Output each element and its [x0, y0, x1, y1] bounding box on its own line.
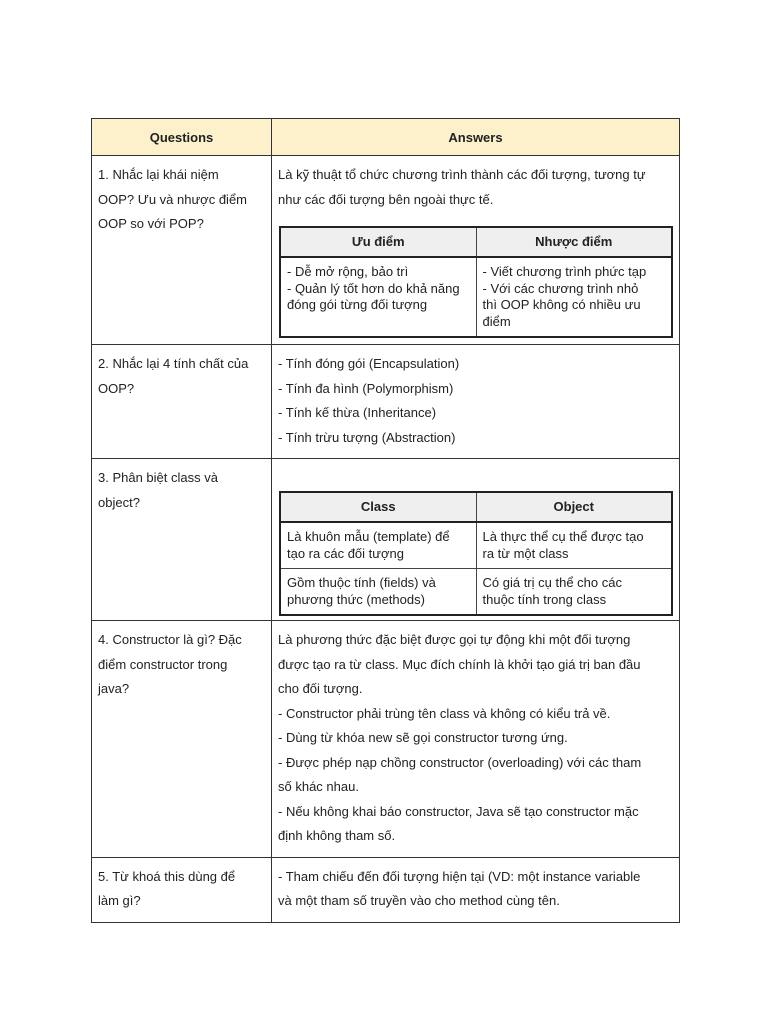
answer-line: - Tính đa hình (Polymorphism): [278, 380, 454, 396]
class-line: Gồm thuộc tính (fields) và: [287, 575, 436, 590]
pros-cell: [280, 257, 476, 337]
object-line: thuộc tính trong class: [482, 591, 607, 607]
answer-line: - Tham chiếu đến đối tượng hiện tại (VD: một instance variable: [278, 868, 641, 884]
table-row: [92, 857, 680, 922]
table-row: [92, 156, 680, 345]
pros-line: đóng gói từng đối tượng: [287, 297, 428, 312]
question-cell: [92, 459, 272, 621]
class-line: tạo ra các đối tượng: [287, 545, 404, 561]
class-object-table: [279, 491, 673, 616]
answer-line: - Được phép nạp chồng constructor (overloading) với các tham: [278, 754, 642, 770]
table-row: [92, 621, 680, 858]
question-line: 3. Phân biệt class và: [98, 470, 218, 485]
class-line: Là khuôn mẫu (template) để: [287, 529, 450, 544]
answer-line: định không tham số.: [278, 828, 396, 843]
answer-cell: [272, 857, 680, 922]
question-line: OOP?: [98, 380, 135, 396]
object-cell: [476, 569, 672, 616]
answer-line: - Dùng từ khóa new sẽ gọi constructor tương ứng.: [278, 730, 568, 745]
answer-line: - Tính kế thừa (Inheritance): [278, 405, 437, 420]
pros-cons-table: [279, 226, 673, 338]
question-line: 5. Từ khoá this dùng để: [98, 868, 236, 884]
class-line: phương thức (methods): [287, 591, 425, 607]
answer-line: số khác nhau.: [278, 779, 359, 794]
answer-line: được tạo ra từ class. Mục đích chính là khởi tạo giá trị ban đầu: [278, 656, 641, 672]
question-cell: [92, 621, 272, 858]
pros-line: - Dễ mở rộng, bảo trì: [287, 264, 409, 279]
class-header: Class: [280, 492, 476, 522]
question-line: làm gì?: [98, 893, 141, 908]
cons-line: thì OOP không có nhiều ưu: [482, 297, 641, 312]
answer-line: - Tính đóng gói (Encapsulation): [278, 356, 460, 371]
object-header: Object: [476, 492, 672, 522]
answer-cell: [272, 621, 680, 858]
cons-line: - Viết chương trình phức tạp: [482, 264, 647, 279]
question-line: điểm constructor trong: [98, 656, 228, 672]
question-line: java?: [98, 681, 130, 696]
question-line: object?: [98, 494, 140, 510]
answer-line: cho đối tượng.: [278, 681, 363, 696]
answer-cell: [272, 345, 680, 459]
question-line: OOP? Ưu và nhược điểm: [98, 191, 247, 207]
answer-line: như các đối tượng bên ngoài thực tế.: [278, 191, 494, 207]
header-row: [92, 119, 680, 156]
answer-line: - Constructor phải trùng tên class và không có kiểu trả về.: [278, 705, 611, 721]
answer-line: Là phương thức đặc biệt được gọi tự động khi một đối tượng: [278, 632, 631, 647]
object-line: Là thực thể cụ thể được tạo: [482, 529, 644, 544]
question-line: 4. Constructor là gì? Đặc: [98, 632, 242, 647]
cons-line: điểm: [482, 313, 511, 329]
table-row: [92, 459, 680, 621]
pros-header: Ưu điểm: [280, 227, 476, 257]
answer-line: Là kỹ thuật tổ chức chương trình thành các đối tượng, tương tự: [278, 167, 646, 182]
answer-cell: [272, 459, 680, 621]
class-cell: [280, 569, 476, 616]
cons-line: - Với các chương trình nhỏ: [482, 280, 639, 296]
cons-cell: [476, 257, 672, 337]
answer-line: - Tính trừu tượng (Abstraction): [278, 429, 456, 445]
question-line: 2. Nhắc lại 4 tính chất của: [98, 356, 249, 371]
object-cell: [476, 522, 672, 569]
answer-cell: [272, 156, 680, 345]
table-row: [92, 345, 680, 459]
object-line: Có giá trị cụ thể cho các: [482, 575, 622, 590]
object-line: ra từ một class: [482, 545, 569, 561]
question-cell: [92, 156, 272, 345]
answer-line: và một tham số truyền vào cho method cùng tên.: [278, 893, 560, 908]
answer-line: - Nếu không khai báo constructor, Java sẽ tạo constructor mặc: [278, 803, 639, 819]
question-cell: [92, 345, 272, 459]
question-cell: [92, 857, 272, 922]
qa-table: [91, 118, 680, 923]
pros-line: - Quản lý tốt hơn do khả năng: [287, 280, 460, 296]
question-line: 1. Nhắc lại khái niệm: [98, 167, 219, 182]
cons-header: Nhược điểm: [476, 227, 672, 257]
answers-header: Answers: [272, 119, 680, 156]
class-cell: [280, 522, 476, 569]
question-line: OOP so với POP?: [98, 216, 204, 231]
questions-header: Questions: [92, 119, 272, 156]
